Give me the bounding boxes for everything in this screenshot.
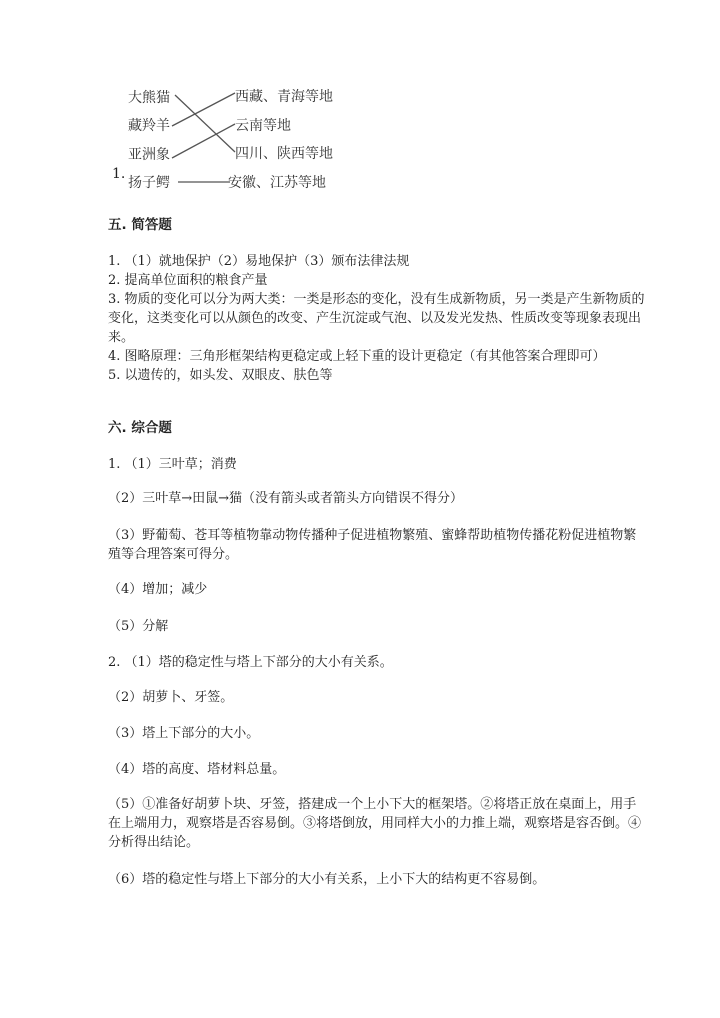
answer-item xyxy=(108,489,648,508)
region-label: 安徽、江苏等地 xyxy=(228,175,326,191)
animal-label: 扬子鳄 xyxy=(128,175,170,191)
answer-line: 4. 图略原理：三角形框架结构更稳定或上轻下重的设计更稳定（有其他答案合理即可） xyxy=(108,349,606,364)
answer-item xyxy=(108,526,648,564)
region-label: 西藏、青海等地 xyxy=(235,89,333,105)
animal-label: 藏羚羊 xyxy=(128,118,170,134)
answer-line: （5）①准备好胡萝卜块、牙签，搭建成一个上小下大的框架塔。②将塔正放在桌面上，用手在上端用力，观察塔是否容易倒。③将塔倒放，用同样大小的力推上端，观察塔是容否倒。④分析得出结论。 xyxy=(108,797,642,850)
answer-line: （5）分解 xyxy=(108,619,169,634)
answer-line: （6）塔的稳定性与塔上下部分的大小有关系，上小下大的结构更不容易倒。 xyxy=(108,872,546,887)
matching-figure xyxy=(100,78,360,198)
answer-item xyxy=(108,455,648,474)
answer-item xyxy=(108,760,648,779)
answer-line: 2. （1）塔的稳定性与塔上下部分的大小有关系。 xyxy=(108,655,393,670)
answer-line: 2. 提高单位面积的粮食产量 xyxy=(108,273,268,288)
answer-line: 1. （1）就地保护（2）易地保护（3）颁布法律法规 xyxy=(108,254,410,269)
answer-item xyxy=(108,724,648,743)
answer-line: （2）三叶草→田鼠→猫（没有箭头或者箭头方向错误不得分） xyxy=(108,491,464,506)
answer-item xyxy=(108,688,648,707)
answer-item xyxy=(108,870,648,889)
question-number: 1. xyxy=(112,166,126,182)
section-5-answers xyxy=(108,252,648,385)
animal-label: 大熊猫 xyxy=(128,90,170,106)
section-5-title: 五. 简答题 xyxy=(108,217,172,233)
answer-line: （2）胡萝卜、牙签。 xyxy=(108,690,234,705)
region-label: 四川、陕西等地 xyxy=(235,146,333,162)
animal-label: 亚洲象 xyxy=(128,147,170,163)
region-label: 云南等地 xyxy=(235,118,291,134)
answer-item xyxy=(108,617,648,636)
answer-line: （3）塔上下部分的大小。 xyxy=(108,726,260,741)
answer-item xyxy=(108,795,648,852)
answer-line: （3）野葡萄、苍耳等植物靠动物传播种子促进植物繁殖、蜜蜂帮助植物传播花粉促进植物繁殖等合理答案可得分。 xyxy=(108,528,637,562)
answer-line: 5. 以遗传的，如头发、双眼皮、肤色等 xyxy=(108,368,333,383)
answer-line: （4）塔的高度、塔材料总量。 xyxy=(108,762,286,777)
answer-line: （4）增加；减少 xyxy=(108,582,208,597)
section-6-title: 六. 综合题 xyxy=(108,420,172,436)
answer-item xyxy=(108,580,648,599)
section-heading xyxy=(108,216,648,235)
answer-line: 1. （1）三叶草；消费 xyxy=(108,457,237,472)
section-heading xyxy=(108,419,648,438)
answer-line: 3. 物质的变化可以分为两大类：一类是形态的变化，没有生成新物质，另一类是产生新物质的变化，这类变化可以从颜色的改变、产生沉淀或气泡、以及发光发热、性质改变等现象表现出来。 xyxy=(108,292,645,345)
answer-item xyxy=(108,653,648,672)
